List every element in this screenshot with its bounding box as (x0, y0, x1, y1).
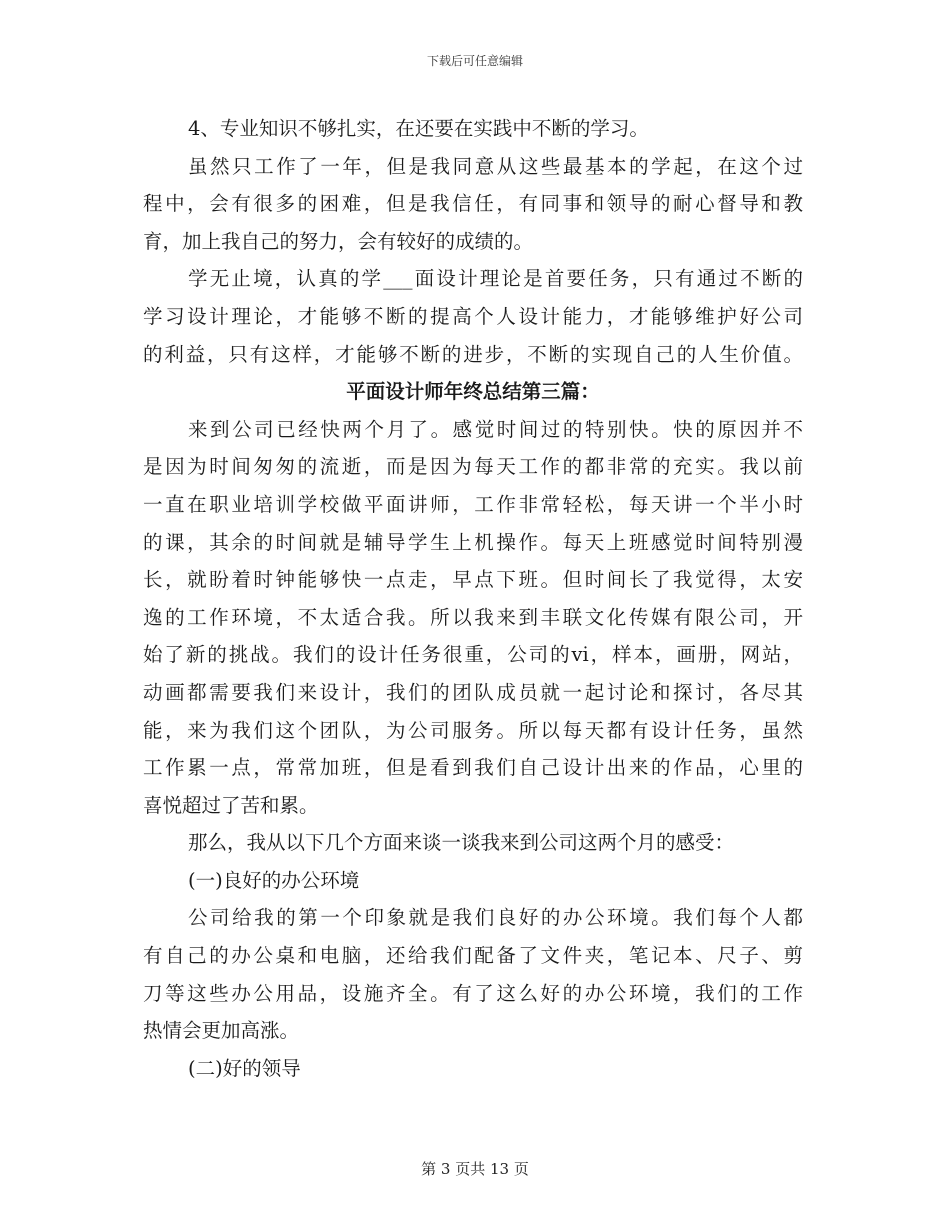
paragraph-line: 有自己的办公桌和电脑，还给我们配备了文件夹，笔记本、尺子、剪 (143, 944, 803, 968)
paragraph-line: 喜悦超过了苦和累。 (143, 793, 319, 817)
paragraph-line: 的课，其余的时间就是辅导学生上机操作。每天上班感觉时间特别漫 (143, 530, 803, 554)
paragraph-line: 工作累一点，常常加班，但是看到我们自己设计出来的作品，心里的 (143, 756, 803, 780)
subheading: (一)良好的办公环境 (188, 868, 360, 892)
paragraph-line: 育，加上我自己的努力，会有较好的成绩的。 (143, 229, 534, 253)
subheading: (二)好的领导 (188, 1056, 301, 1080)
paragraph-line: 动画都需要我们来设计，我们的团队成员就一起讨论和探讨，各尽其 (143, 680, 803, 704)
paragraph-line: 是因为时间匆匆的流逝，而是因为每天工作的都非常的充实。我以前 (143, 455, 803, 479)
paragraph-line: 始了新的挑战。我们的设计任务很重，公司的vi，样本，画册，网站， (143, 643, 803, 667)
paragraph-line: 学习设计理论，才能够不断的提高个人设计能力，才能够维护好公司 (143, 304, 803, 328)
paragraph-line: 4、专业知识不够扎实，在还要在实践中不断的学习。 (188, 117, 649, 140)
paragraph-line: 学无止境，认真的学___面设计理论是首要任务，只有通过不断的 (188, 267, 803, 291)
paragraph-line: 刀等这些办公用品，设施齐全。有了这么好的办公环境，我们的工作 (143, 981, 803, 1005)
paragraph-line: 公司给我的第一个印象就是我们良好的办公环境。我们每个人都 (188, 906, 803, 930)
paragraph-line: 虽然只工作了一年，但是我同意从这些最基本的学起，在这个过 (188, 154, 803, 178)
paragraph-line: 热情会更加高涨。 (143, 1019, 300, 1043)
section-title: 平面设计师年终总结第三篇： (346, 380, 600, 404)
paragraph-line: 程中，会有很多的困难，但是我信任，有同事和领导的耐心督导和教 (143, 192, 803, 216)
paragraph-line: 能，来为我们这个团队，为公司服务。所以每天都有设计任务，虽然 (143, 718, 803, 742)
paragraph-line: 的利益，只有这样，才能够不断的进步，不断的实现自己的人生价值。 (143, 342, 803, 366)
paragraph-line: 逸的工作环境，不太适合我。所以我来到丰联文化传媒有限公司，开 (143, 605, 803, 629)
paragraph-line: 一直在职业培训学校做平面讲师，工作非常轻松，每天讲一个半小时 (143, 492, 803, 516)
page-header-note: 下载后可任意编辑 (426, 54, 523, 68)
document-body (143, 110, 803, 1087)
paragraph-line: 长，就盼着时钟能够快一点走，早点下班。但时间长了我觉得，太安 (143, 568, 803, 592)
page-number: 第 3 页共 13 页 (421, 1160, 529, 1178)
paragraph-line: 那么，我从以下几个方面来谈一谈我来到公司这两个月的感受： (188, 831, 735, 855)
paragraph-line: 来到公司已经快两个月了。感觉时间过的特别快。快的原因并不 (188, 417, 803, 441)
